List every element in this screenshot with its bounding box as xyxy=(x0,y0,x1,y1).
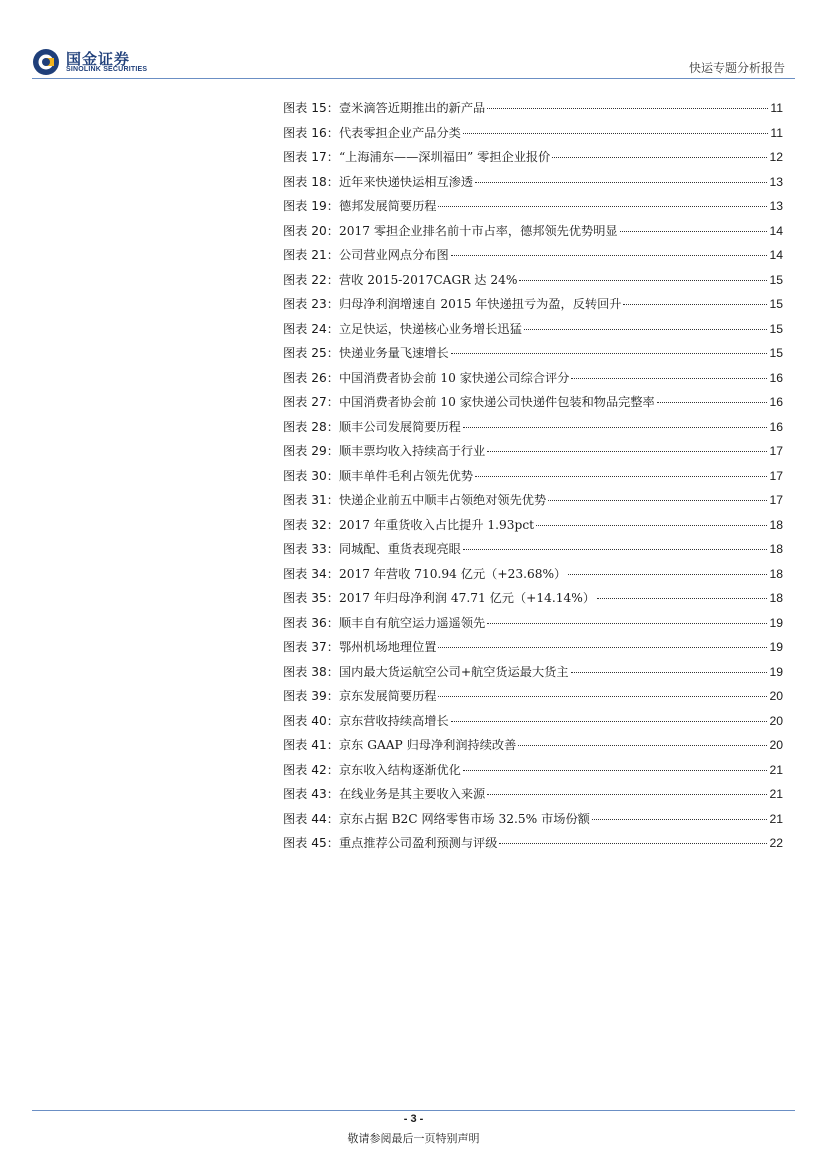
logo-english-name: SINOLINK SECURITIES xyxy=(66,66,148,73)
toc-entry-page: 18 xyxy=(769,591,783,605)
toc-leader-dots xyxy=(571,378,767,379)
toc-entry[interactable] xyxy=(283,712,783,737)
toc-entry-title: 鄂州机场地理位置 xyxy=(338,640,437,654)
toc-entry[interactable] xyxy=(283,295,783,320)
toc-entry-label: 图表 20： xyxy=(283,223,339,238)
toc-entry-page: 14 xyxy=(769,248,783,262)
toc-entry-page: 16 xyxy=(769,370,783,385)
toc-entry-label: 图表 42： xyxy=(283,762,339,777)
toc-entry-page: 18 xyxy=(769,517,783,532)
toc-entry[interactable] xyxy=(283,565,783,590)
toc-entry[interactable] xyxy=(283,810,783,835)
toc-entry[interactable] xyxy=(283,516,783,541)
toc-leader-dots xyxy=(463,549,768,550)
toc-leader-dots xyxy=(487,451,767,452)
toc-entry-page: 17 xyxy=(769,493,783,507)
toc-entry-label: 图表 43： xyxy=(283,787,339,801)
toc-entry-title: 在线业务是其主要收入来源 xyxy=(338,787,486,801)
toc-entry-label: 图表 32： xyxy=(283,517,339,532)
toc-entry[interactable] xyxy=(283,785,783,810)
toc-leader-dots xyxy=(475,476,767,477)
toc-entry-page: 20 xyxy=(769,689,783,703)
toc-entry-page: 19 xyxy=(769,615,783,630)
toc-entry-title: “上海浦东——深圳福田” 零担企业报价 xyxy=(338,150,551,164)
toc-leader-dots xyxy=(438,206,767,207)
toc-entry-page: 21 xyxy=(769,811,783,826)
toc-entry-label: 图表 39： xyxy=(283,689,339,703)
toc-entry[interactable] xyxy=(283,687,783,712)
toc-entry-page: 20 xyxy=(769,738,783,752)
toc-leader-dots xyxy=(463,133,769,134)
toc-entry[interactable] xyxy=(283,540,783,565)
toc-entry-label: 图表 22： xyxy=(283,272,339,287)
toc-entry-label: 图表 26： xyxy=(283,370,339,385)
page-header xyxy=(0,0,827,80)
toc-entry-title: 代表零担企业产品分类 xyxy=(338,125,461,140)
toc-entry[interactable] xyxy=(283,173,783,198)
toc-entry[interactable] xyxy=(283,320,783,345)
toc-entry[interactable] xyxy=(283,491,783,516)
logo-mark-icon xyxy=(32,48,60,76)
toc-entry-page: 16 xyxy=(769,395,783,409)
toc-entry-page: 16 xyxy=(769,419,783,434)
toc-entry[interactable] xyxy=(283,614,783,639)
toc-entry-label: 图表 41： xyxy=(283,738,339,752)
toc-entry-title: 京东 GAAP 归母净利润持续改善 xyxy=(338,738,517,752)
toc-leader-dots xyxy=(475,182,767,183)
toc-leader-dots xyxy=(524,329,768,330)
toc-entry[interactable] xyxy=(283,148,783,173)
toc-entry-title: 公司营业网点分布图 xyxy=(338,248,449,262)
toc-entry-title: 京东收入结构逐渐优化 xyxy=(338,762,461,777)
toc-entry-title: 2017 年归母净利润 47.71 亿元（+14.14%） xyxy=(338,591,596,605)
toc-entry-page: 13 xyxy=(769,174,783,189)
toc-entry-page: 21 xyxy=(769,787,783,801)
toc-entry[interactable] xyxy=(283,834,783,859)
toc-entry[interactable] xyxy=(283,369,783,394)
toc-entry[interactable] xyxy=(283,271,783,296)
toc-entry-title: 重点推荐公司盈利预测与评级 xyxy=(338,836,498,850)
toc-entry-title: 壹米滴答近期推出的新产品 xyxy=(338,101,486,115)
toc-leader-dots xyxy=(463,770,768,771)
report-title: 快运专题分析报告 xyxy=(688,61,785,75)
toc-leader-dots xyxy=(463,427,768,428)
toc-entry[interactable] xyxy=(283,467,783,492)
toc-entry-label: 图表 21： xyxy=(283,248,339,262)
toc-entry-title: 快递业务量飞速增长 xyxy=(338,346,449,360)
toc-entry-label: 图表 30： xyxy=(283,468,339,483)
toc-entry-label: 图表 24： xyxy=(283,321,339,336)
toc-entry-page: 15 xyxy=(769,272,783,287)
toc-leader-dots xyxy=(487,108,768,109)
toc-entry[interactable] xyxy=(283,246,783,271)
toc-leader-dots xyxy=(571,672,768,673)
toc-entry-title: 中国消费者协会前 10 家快递公司综合评分 xyxy=(338,370,570,385)
toc-leader-dots xyxy=(568,574,767,575)
toc-entry-label: 图表 17： xyxy=(283,150,339,164)
toc-entry-label: 图表 19： xyxy=(283,199,339,213)
toc-leader-dots xyxy=(620,231,768,232)
toc-leader-dots xyxy=(592,819,768,820)
toc-entry[interactable] xyxy=(283,99,783,124)
toc-entry[interactable] xyxy=(283,124,783,149)
toc-entry[interactable] xyxy=(283,736,783,761)
toc-entry-label: 图表 45： xyxy=(283,836,339,850)
toc-entry-title: 京东占据 B2C 网络零售市场 32.5% 市场份额 xyxy=(338,811,590,826)
toc-entry-label: 图表 27： xyxy=(283,395,339,409)
toc-entry[interactable] xyxy=(283,222,783,247)
toc-leader-dots xyxy=(438,696,767,697)
toc-entry-title: 国内最大货运航空公司+航空货运最大货主 xyxy=(338,664,569,679)
toc-entry[interactable] xyxy=(283,589,783,614)
disclaimer-note: 敬请参阅最后一页特别声明 xyxy=(347,1132,480,1145)
toc-entry-page: 18 xyxy=(769,566,783,581)
toc-leader-dots xyxy=(623,304,767,305)
toc-entry[interactable] xyxy=(283,197,783,222)
toc-entry[interactable] xyxy=(283,638,783,663)
toc-leader-dots xyxy=(536,525,767,526)
toc-entry-label: 图表 28： xyxy=(283,419,339,434)
toc-entry-title: 顺丰自有航空运力遥遥领先 xyxy=(338,615,486,630)
toc-leader-dots xyxy=(552,157,767,158)
toc-entry-page: 21 xyxy=(769,762,783,777)
toc-entry-page: 17 xyxy=(769,468,783,483)
toc-entry-page: 15 xyxy=(769,346,783,360)
toc-entry-title: 京东营收持续高增长 xyxy=(338,713,449,728)
toc-entry-title: 2017 年重货收入占比提升 1.93pct xyxy=(338,517,535,532)
toc-entry-label: 图表 35： xyxy=(283,591,339,605)
toc-entry-title: 近年来快递快运相互渗透 xyxy=(338,174,474,189)
toc-entry-label: 图表 15： xyxy=(283,101,339,115)
toc-entry-title: 2017 年营收 710.94 亿元（+23.68%） xyxy=(338,566,567,581)
figure-index xyxy=(283,99,783,859)
toc-entry-title: 营收 2015-2017CAGR 达 24% xyxy=(338,272,518,287)
toc-entry-label: 图表 38： xyxy=(283,664,339,679)
toc-entry-page: 19 xyxy=(769,640,783,654)
toc-entry-page: 15 xyxy=(769,321,783,336)
toc-entry-title: 顺丰公司发展简要历程 xyxy=(338,419,461,434)
toc-entry-label: 图表 44： xyxy=(283,811,339,826)
toc-entry-label: 图表 34： xyxy=(283,566,339,581)
toc-leader-dots xyxy=(519,280,767,281)
toc-leader-dots xyxy=(487,794,767,795)
company-logo xyxy=(32,46,162,78)
toc-leader-dots xyxy=(518,745,767,746)
toc-entry-page: 11 xyxy=(770,125,783,140)
toc-entry-page: 18 xyxy=(769,542,783,556)
toc-leader-dots xyxy=(451,353,768,354)
toc-entry[interactable] xyxy=(283,663,783,688)
toc-entry-page: 13 xyxy=(769,199,783,213)
toc-entry-label: 图表 36： xyxy=(283,615,339,630)
toc-entry-page: 15 xyxy=(769,297,783,311)
toc-entry[interactable] xyxy=(283,761,783,786)
toc-entry-label: 图表 25： xyxy=(283,346,339,360)
toc-entry-label: 图表 29： xyxy=(283,444,339,458)
toc-leader-dots xyxy=(451,721,768,722)
toc-entry[interactable] xyxy=(283,442,783,467)
toc-entry-page: 11 xyxy=(770,101,783,115)
toc-entry-label: 图表 40： xyxy=(283,713,339,728)
toc-leader-dots xyxy=(451,255,768,256)
header-divider xyxy=(32,78,795,79)
toc-entry-title: 顺丰票均收入持续高于行业 xyxy=(338,444,486,458)
toc-leader-dots xyxy=(487,623,767,624)
toc-entry-label: 图表 23： xyxy=(283,297,339,311)
toc-entry-title: 2017 零担企业排名前十市占率，德邦领先优势明显 xyxy=(338,223,618,238)
toc-entry-page: 12 xyxy=(769,150,783,164)
toc-entry[interactable] xyxy=(283,393,783,418)
toc-entry-page: 22 xyxy=(769,836,783,850)
toc-entry-page: 19 xyxy=(769,664,783,679)
toc-entry-title: 归母净利润增速自 2015 年快递扭亏为盈，反转回升 xyxy=(338,297,622,311)
toc-entry-label: 图表 16： xyxy=(283,125,339,140)
toc-entry-label: 图表 33： xyxy=(283,542,339,556)
toc-entry[interactable] xyxy=(283,344,783,369)
toc-leader-dots xyxy=(657,402,768,403)
toc-entry-label: 图表 37： xyxy=(283,640,339,654)
toc-entry-title: 立足快运，快递核心业务增长迅猛 xyxy=(338,321,522,336)
toc-entry[interactable] xyxy=(283,418,783,443)
toc-entry-title: 中国消费者协会前 10 家快递公司快递件包装和物品完整率 xyxy=(338,395,655,409)
toc-entry-page: 14 xyxy=(769,223,783,238)
toc-entry-title: 顺丰单件毛利占领先优势 xyxy=(338,468,474,483)
page-number: - 3 - xyxy=(403,1113,424,1125)
toc-entry-title: 同城配、重货表现亮眼 xyxy=(338,542,461,556)
toc-entry-page: 17 xyxy=(769,444,783,458)
toc-leader-dots xyxy=(548,500,767,501)
toc-entry-label: 图表 18： xyxy=(283,174,339,189)
toc-entry-label: 图表 31： xyxy=(283,493,339,507)
toc-leader-dots xyxy=(597,598,767,599)
toc-entry-title: 快递企业前五中顺丰占领绝对领先优势 xyxy=(338,493,547,507)
toc-leader-dots xyxy=(438,647,767,648)
footer-divider xyxy=(32,1110,795,1111)
logo-chinese-name: 国金证券 xyxy=(66,50,131,68)
toc-entry-title: 德邦发展简要历程 xyxy=(338,199,437,213)
toc-leader-dots xyxy=(499,843,767,844)
toc-entry-page: 20 xyxy=(769,713,783,728)
toc-entry-title: 京东发展简要历程 xyxy=(338,689,437,703)
